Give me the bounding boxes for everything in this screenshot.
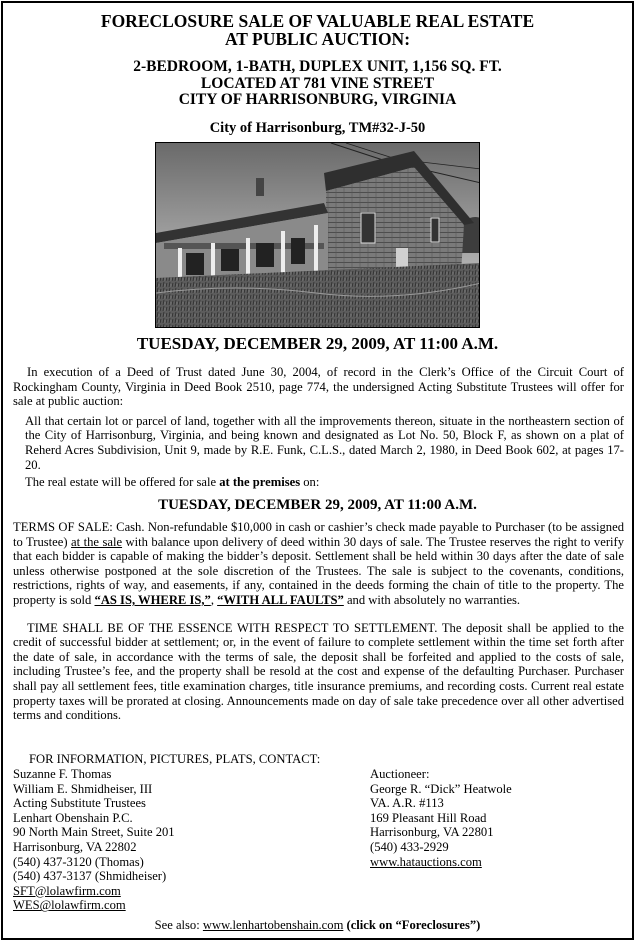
auctioneer-line: VA. A.R. #113 [370, 796, 444, 811]
contact-heading: FOR INFORMATION, PICTURES, PLATS, CONTACT: [29, 752, 321, 766]
auctioneer-line: George R. “Dick” Heatwole [370, 781, 512, 796]
trustee-line: Lenhart Obenshain P.C. [13, 810, 133, 825]
terms-of-sale: TERMS OF SALE: Cash. Non-refundable $10,000 in cash or cashier’s check made payable to Purchaser (to be assigned to Trustee) at the sale with balance upon delivery of deed within 30 days of sale. The Trustee reserves the right to verify that each bidder is capable of making the bidder’s deposit. Settlement shall be held within 30 days after the date of sale unless otherwise postponed at the sole discretion of the Trustees. The sale is subject to the covenants, conditions, restrictions, rights of way, and easements, if any, contained in the deeds forming the chain of title to the property. The property is sold “AS IS, WHERE IS,”, “WITH ALL FAULTS” and with absolutely no warranties. [13, 520, 625, 607]
trustee-line: William E. Shmidheiser, III [13, 781, 153, 796]
property-photo [155, 142, 480, 328]
auctioneer-line: (540) 433-2929 [370, 839, 449, 854]
email-shmidheiser-link[interactable]: WES@lolawfirm.com [13, 898, 126, 913]
trustee-line: (540) 437-3120 (Thomas) [13, 854, 144, 869]
city-tax-map: City of Harrisonburg, TM#32-J-50 [209, 120, 426, 136]
paragraph-offered-at: The real estate will be offered for sale at the premises on: [25, 475, 320, 490]
auctioneer-line: Auctioneer: [370, 767, 430, 781]
title-line-1: FORECLOSURE SALE OF VALUABLE REAL ESTATE [100, 11, 535, 31]
terms-section [13, 520, 624, 723]
property-summary [3, 59, 632, 109]
sale-date-heading: TUESDAY, DECEMBER 29, 2009, AT 11:00 A.M. [136, 334, 499, 353]
header [3, 12, 632, 48]
sub-line-3: CITY OF HARRISONBURG, VIRGINIA [178, 91, 457, 108]
trustee-line: Acting Substitute Trustees [13, 796, 146, 811]
auctioneer-line: Harrisonburg, VA 22801 [370, 825, 494, 840]
foreclosure-notice [1, 1, 634, 940]
trustee-line: (540) 437-3137 (Shmidheiser) [13, 869, 167, 884]
trustee-line: Suzanne F. Thomas [13, 767, 112, 781]
sale-date-heading-2: TUESDAY, DECEMBER 29, 2009, AT 11:00 A.M. [158, 497, 477, 513]
trustee-contact [13, 767, 175, 913]
sub-line-2: LOCATED AT 781 VINE STREET [200, 74, 435, 92]
title-line-2: AT PUBLIC AUCTION: [224, 29, 411, 49]
auctioneer-website-link[interactable]: www.hatauctions.com [370, 854, 482, 869]
as-is-where-is: “AS IS, WHERE IS,” [94, 592, 211, 607]
paragraph-lot-description: All that certain lot or parcel of land, together with all the improvements thereon, situate in the northeastern section of the City of Harrisonburg, Virginia, and being known and designated as Lot No. 50, Block F, as shown on a plat of Reherd Acres Subdivision, Unit 9, made by R.E. Funk, C.L.S., dated March 2, 1980, in Deed Book 602, at pages 17-20. [25, 413, 624, 472]
body-text [13, 365, 624, 490]
paragraph-deed-of-trust: In execution of a Deed of Trust dated June 30, 2004, of record in the Clerk’s Office of the Circuit Court of Rockingham County, Virginia in Deed Book 2510, page 774, the undersigned Acting Substitute Trustees will offer for sale at public auction: [13, 365, 624, 409]
with-all-faults: “WITH ALL FAULTS” [217, 592, 344, 607]
auctioneer-contact [370, 767, 512, 869]
firm-website-link[interactable]: www.lenhartobenshain.com [202, 918, 344, 932]
at-the-sale: at the sale [71, 534, 123, 549]
trustee-line: 90 North Main Street, Suite 201 [13, 825, 175, 840]
see-also: See also: www.lenhartobenshain.com (click on “Foreclosures”) [154, 918, 481, 932]
trustee-line: Harrisonburg, VA 22802 [13, 839, 137, 854]
auctioneer-line: 169 Pleasant Hill Road [370, 810, 487, 825]
time-of-essence: TIME SHALL BE OF THE ESSENCE WITH RESPECT TO SETTLEMENT. The deposit shall be applied to the credit of successful bidder at settlement; or, in the event of failure to complete settlement within the time set forth after the date of sale, in accordance with the terms of sale, the deposit shall be forfeited and applied to the costs of sale, including Trustee’s fee, and the property shall be resold at the cost and expense of the defaulting Purchaser. Purchaser shall pay all settlement fees, title examination charges, title insurance premiums, and recording costs. Current real estate property taxes will be prorated at closing. Announcements made on day of sale take precedence over all other advertised terms and conditions. [13, 620, 624, 723]
email-thomas-link[interactable]: SFT@lolawfirm.com [13, 883, 121, 898]
sub-line-1: 2-BEDROOM, 1-BATH, DUPLEX UNIT, 1,156 SQ. FT. [133, 58, 502, 75]
at-the-premises: at the premises [219, 475, 301, 490]
